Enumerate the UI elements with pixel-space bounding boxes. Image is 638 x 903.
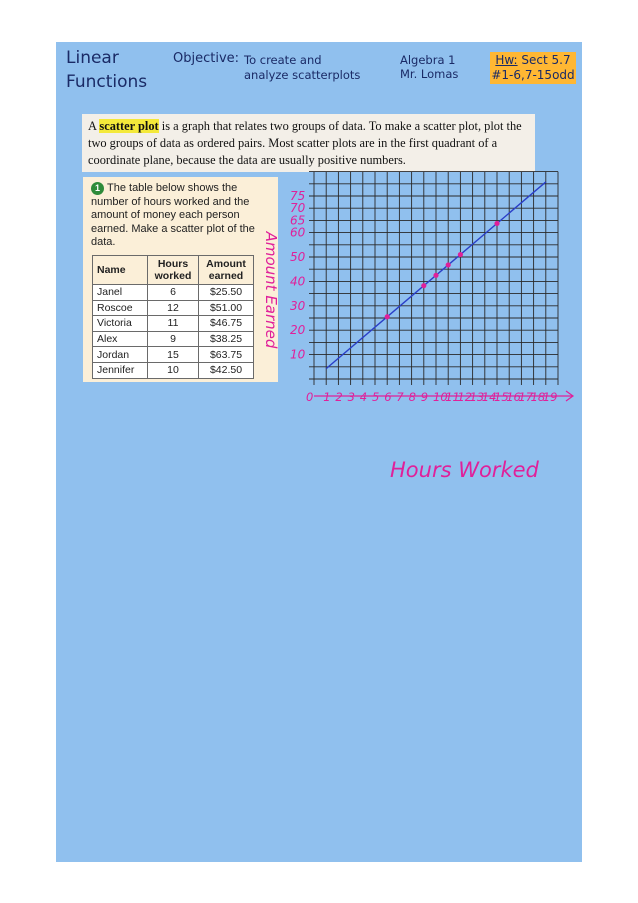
x-tick-label: 9 bbox=[420, 390, 429, 404]
y-tick-label: 60 bbox=[290, 225, 306, 240]
x-tick-label: 7 bbox=[396, 390, 404, 404]
objective-label: Objective: bbox=[173, 51, 240, 66]
table-cell: $46.75 bbox=[199, 316, 254, 332]
x-tick-label: 6 bbox=[384, 390, 392, 404]
x-tick-label: 5 bbox=[372, 390, 380, 404]
y-tick-label: 75 bbox=[290, 189, 306, 203]
x-tick-label: 2 bbox=[335, 390, 343, 404]
title-line-2: Functions bbox=[66, 72, 148, 92]
data-point bbox=[458, 252, 463, 257]
data-point bbox=[446, 262, 451, 267]
teacher-name: Mr. Lomas bbox=[400, 67, 459, 81]
course-name: Algebra 1 bbox=[400, 53, 456, 67]
table-cell: Victoria bbox=[93, 316, 148, 332]
x-axis-label: Hours Worked bbox=[390, 458, 539, 482]
title-line-1: Linear bbox=[66, 48, 119, 68]
y-axis-label: Amount Earned bbox=[262, 231, 280, 349]
homework-prefix: Hw: bbox=[495, 53, 518, 67]
homework-section-text: Sect 5.7 bbox=[521, 53, 571, 67]
example-number-badge: 1 bbox=[91, 182, 104, 195]
table-cell: Jennifer bbox=[93, 362, 148, 378]
table-cell: 10 bbox=[148, 362, 199, 378]
table-cell: 15 bbox=[148, 347, 199, 363]
objective-line-2: analyze scatterplots bbox=[244, 68, 361, 82]
homework-problems: #1-6,7-15odd bbox=[491, 68, 575, 82]
x-tick-label: 13 bbox=[469, 390, 485, 404]
y-tick-label: 40 bbox=[290, 274, 306, 289]
table-cell: 12 bbox=[148, 300, 199, 316]
definition-term: scatter plot bbox=[99, 119, 159, 133]
data-point bbox=[433, 273, 438, 278]
x-tick-label: 11 bbox=[445, 390, 460, 404]
x-tick-label: 19 bbox=[542, 390, 558, 404]
table-header-hours: Hours worked bbox=[148, 256, 199, 285]
x-tick-label: 8 bbox=[408, 390, 416, 404]
chart-grid bbox=[309, 172, 573, 401]
table-header-amount: Amount earned bbox=[199, 256, 254, 285]
data-point bbox=[385, 314, 390, 319]
x-tick-label: 1 bbox=[323, 390, 331, 404]
y-tick-label: 30 bbox=[290, 298, 306, 313]
table-cell: Jordan bbox=[93, 347, 148, 363]
objective-line-1: To create and bbox=[244, 53, 322, 67]
y-tick-label: 65 bbox=[290, 213, 306, 228]
data-point bbox=[494, 221, 499, 226]
y-tick-label: 10 bbox=[290, 347, 306, 362]
x-tick-label: 15 bbox=[494, 390, 509, 404]
definition-body: is a graph that relates two groups of data. To make a scatter plot, plot the two groups of data as ordered pairs. Most scatter plots are in the first quadrant of a coordinate plane, because the data are usually positive numbers. bbox=[88, 119, 522, 167]
table-cell: $38.25 bbox=[199, 331, 254, 347]
table-cell: $25.50 bbox=[199, 285, 254, 301]
table-cell: $42.50 bbox=[199, 362, 254, 378]
y-tick-label: 20 bbox=[290, 323, 306, 338]
scatter-plot-chart bbox=[56, 42, 582, 862]
x-tick-label: 17 bbox=[518, 390, 534, 404]
table-cell: 9 bbox=[148, 331, 199, 347]
table-header-name: Name bbox=[93, 256, 148, 285]
x-tick-label: 12 bbox=[457, 390, 473, 404]
x-tick-label: 10 bbox=[433, 390, 448, 404]
table-cell: Janel bbox=[93, 285, 148, 301]
x-tick-label: 0 bbox=[306, 390, 314, 404]
data-point bbox=[421, 283, 426, 288]
table-cell: $63.75 bbox=[199, 347, 254, 363]
example-prompt-text: The table below shows the number of hours worked and the amount of money each person earned. Make a scatter plot of the data. bbox=[91, 182, 255, 248]
x-tick-label: 4 bbox=[359, 390, 368, 404]
worksheet-page bbox=[56, 42, 582, 862]
table-cell: Alex bbox=[93, 331, 148, 347]
table-cell: $51.00 bbox=[199, 300, 254, 316]
x-tick-label: 18 bbox=[530, 390, 546, 404]
y-tick-label: 70 bbox=[290, 201, 306, 216]
table-cell: Roscoe bbox=[93, 300, 148, 316]
definition-lead: A bbox=[88, 119, 97, 133]
x-tick-label: 3 bbox=[347, 390, 355, 404]
table-cell: 11 bbox=[148, 316, 199, 332]
x-tick-label: 14 bbox=[481, 390, 497, 404]
x-tick-label: 16 bbox=[506, 390, 521, 404]
table-cell: 6 bbox=[148, 285, 199, 301]
y-tick-label: 50 bbox=[290, 250, 306, 264]
